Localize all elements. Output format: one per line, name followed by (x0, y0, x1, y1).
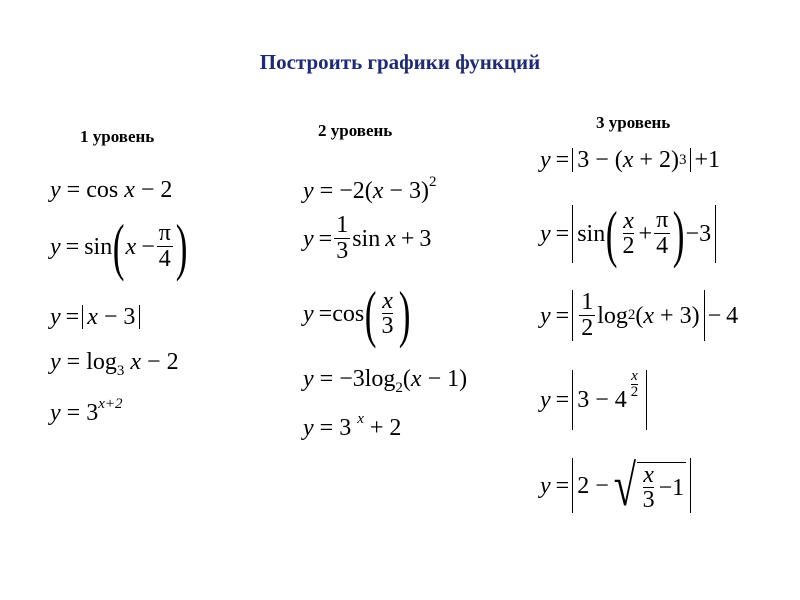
page-title: Построить графики функций (259, 50, 541, 74)
formula-l2-3: y = cos ( $\frac{x}{3}$ ) (303, 278, 411, 349)
fraction: $\frac{\pi}{4}$ (656, 207, 669, 260)
square-root: √ $\frac{x}{3}$ − 1 (613, 453, 685, 518)
formula-l3-3: y = $\frac{1}{2}$ log 2 ( x + 3 ) − 4 (540, 289, 739, 342)
fraction: $\frac{\pi}{4}$ (158, 220, 171, 273)
absolute-value: $\frac{1}{2}$ log 2 ( x + 3 ) (572, 290, 704, 341)
formula-l1-4: $y = \log_3 x - 2$ (50, 349, 179, 379)
fraction: $\frac{1}{2}$ (581, 289, 594, 342)
fraction: $\frac{x}{3}$ (381, 287, 394, 339)
level-3-heading: 3 уровень (596, 113, 671, 132)
formula-l3-4: y = 3 − 4 $\frac{x}{2}$ (540, 370, 650, 430)
level-2-heading: 2 уровень (318, 121, 393, 140)
exponent-fraction: $\frac{x}{2}$ (630, 368, 639, 401)
formula-l3-5: y = 2 − √ $\frac{x}{3}$ − 1 (540, 458, 694, 513)
formula-l2-5: y = 3 $^x$ + 2 (303, 411, 402, 441)
absolute-value: 3 − 4 $\frac{x}{2}$ (572, 370, 647, 430)
formula-l2-2: y = $\frac{1}{3}$ sin x + 3 (303, 212, 432, 265)
fraction: $\frac{1}{3}$ (336, 212, 349, 265)
formula-l2-4: $y = -3\log_2(x - 1)$ (303, 366, 468, 396)
formula-l1-2: y = sin ( x − $\frac{\pi}{4}$ ) (50, 211, 188, 282)
absolute-value: 2 − √ $\frac{x}{3}$ − 1 (572, 458, 691, 513)
formula-l1-5: $y = 3^{x+2}$ (50, 396, 123, 426)
fraction: $\frac{x}{2}$ (622, 207, 635, 259)
fraction: $\frac{x}{3}$ (642, 462, 655, 513)
formula-l1-3: y = x − 3 (50, 305, 143, 329)
formula-l1-1: y = cos x − 2 (50, 177, 173, 203)
absolute-value: x − 3 (82, 305, 140, 329)
formula-l3-2: y = sin ( $\frac{x}{2}$ + $\frac{\pi}{4}$ ) − 3 (540, 205, 719, 263)
formula-l3-1: y = 3 − ( x + 2 ) 3 + 1 (540, 147, 720, 173)
absolute-value: sin ( $\frac{x}{2}$ + $\frac{\pi}{4}$ ) − 3 (572, 205, 716, 263)
absolute-value: 3 − ( x + 2 ) 3 (572, 148, 691, 172)
level-1-heading: 1 уровень (80, 127, 155, 146)
formula-l2-1: $y = -2(x - 3)^2$ (303, 174, 437, 204)
